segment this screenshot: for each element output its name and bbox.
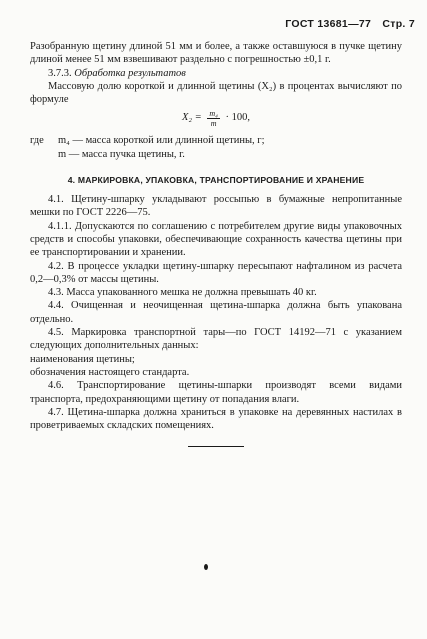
page-mark bbox=[204, 564, 208, 570]
formula-lhs: X₂ = bbox=[181, 112, 202, 124]
list-line: обозначения настоящего стандарта. bbox=[30, 366, 190, 378]
paragraph-weighing: Разобранную щетину длиной 51 мм и более, а также оставшуюся в пучке щетину длиной менее 51 мм взвешивают раздельно с погрешностью ±0,1 г. bbox=[30, 41, 402, 66]
clause-4-2: 4.2. В процессе укладки щетину-шпарку пересыпают нафталином из расчета 0,2—0,3% от массы щетины. bbox=[30, 260, 402, 285]
section-title: 4. МАРКИРОВКА, УПАКОВКА, ТРАНСПОРТИРОВАНИЕ И ХРАНЕНИЕ bbox=[67, 175, 365, 186]
clause-4-1-1: 4.1.1. Допускаются по соглашению с потребителем другие виды упаковочных средств и способы упаковки, обеспечивающие сохранность качества щетины при ее транспортировании и хранении. bbox=[30, 220, 402, 259]
list-line: наименования щетины; bbox=[30, 353, 135, 365]
formula-definitions bbox=[30, 134, 402, 161]
clause-4-1: 4.1. Щетину-шпарку укладывают россыпью в бумажные непропитанные мешки по ГОСТ 2226—75. bbox=[30, 194, 402, 219]
definition-m4: m₄ — масса короткой или длинной щетины, г; bbox=[58, 135, 265, 147]
subsection-number: 3.7.3. bbox=[48, 67, 72, 79]
paragraph-formula-intro: Массовую долю короткой и длинной щетины (X₂) в процентах вычисляют по формуле bbox=[30, 80, 402, 106]
subsection-heading bbox=[30, 67, 402, 80]
page-header bbox=[277, 18, 415, 30]
subsection-title: Обработка результатов bbox=[74, 67, 186, 79]
definition-m: m — масса пучка щетины, г. bbox=[58, 148, 185, 160]
formula-fraction bbox=[207, 109, 220, 128]
page-content bbox=[30, 40, 402, 447]
clause-4-3: 4.3. Масса упакованного мешка не должна превышать 40 кг. bbox=[48, 287, 317, 299]
clause-4-4: 4.4. Очищенная и неочищенная щетина-шпарка должна быть упакована отдельно. bbox=[30, 300, 402, 325]
page-number: Стр. 7 bbox=[382, 18, 415, 30]
clause-4-7: 4.7. Щетина-шпарка должна храниться в упаковке на деревянных настилах в проветриваемых складских помещениях. bbox=[30, 406, 402, 432]
clause-4-6: 4.6. Транспортирование щетины-шпарки производят всеми видами транспорта, предохраняющими щетину от попадания влаги. bbox=[30, 380, 402, 405]
standard-number: ГОСТ 13681—77 bbox=[285, 18, 372, 30]
clause-4-5: 4.5. Маркировка транспортной тары—по ГОСТ 14192—71 с указанием следующих дополнительных данных: bbox=[30, 327, 402, 352]
formula-numerator: m₄ bbox=[209, 108, 218, 118]
formula bbox=[30, 108, 402, 132]
where-label: где bbox=[30, 135, 44, 147]
formula-denominator: m bbox=[210, 118, 217, 128]
formula-suffix: · 100, bbox=[225, 112, 251, 124]
end-rule bbox=[188, 446, 244, 447]
